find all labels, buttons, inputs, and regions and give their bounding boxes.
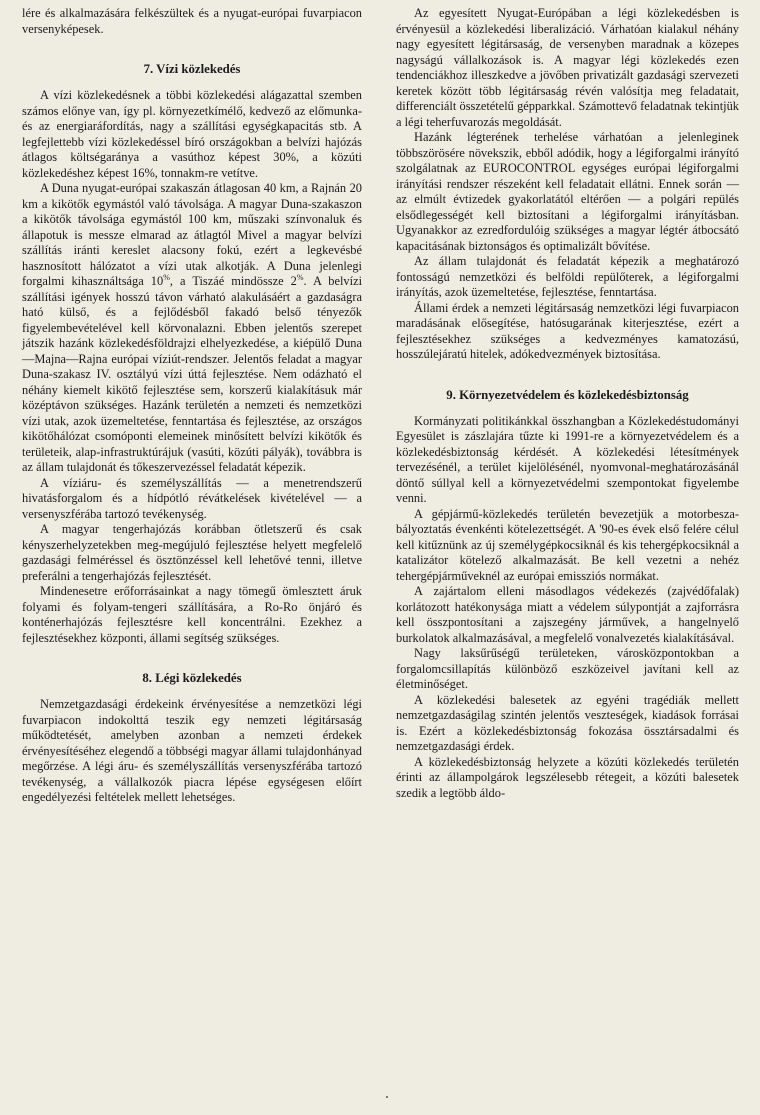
- section-7-paragraph-2-part-a: A Duna nyugat-európai szakaszán átlagosan 40 km, a Rajnán 20 km a kikötők egymástól való távolsága. A magyar Duna-szakaszon a kikötők távolsága egymástól 100 km, műszaki színvonaluk és állapotuk is messze elmarad az átlagtól Mivel a magyar belvízi szállítás iránti kereslet alacsony fokú, ezért a legkevésbé hasznosított hálózatot a vízi utak alkotják. A Duna jelenlegi forgalmi kihasználtsága 10: [22, 181, 362, 288]
- section-9-heading: 9. Környezetvédelem és közlekedésbiztonság: [446, 387, 689, 402]
- right-column: [396, 6, 739, 801]
- section-9-paragraph-1: Kormányzati politikánkkal összhangban a Közlekedéstudományi Egyesület is zászlajára tűzte ki 1991-re a környezetvédelem és a közlekedésbiztonság kérdését. A közlekedési létesítmények tervezésénél, a terület kijelölésénél, nyomvonal-meghatározásánál döntő súllyal kell a környezetvédelmi szempontokat figyelembe venni.: [396, 413, 739, 505]
- section-7-paragraph-4: A magyar tengerhajózás korábban ötletszerű és csak kényszerhelyzetekben meg-megújuló fejlesztése helyett megfelelő gazdasági felméréssel és ösztönzéssel kell lehetővé tenni, illetve preferálni a tengerhajózás fejlesztését.: [22, 522, 362, 583]
- section-7-paragraph-2: [22, 181, 362, 476]
- section-8-paragraph-5: Állami érdek a nemzeti légitársaság nemzetközi légi fuvarpiacon maradásának elősegítése, hatósugarának kiterjesztése, ezért a fejlesztésekhez szükséges a kedvezményes kamatozású, hosszúlejáratú hitelek, adókedvezmények biztosítása.: [396, 300, 739, 361]
- intro-paragraph: lére és alkalmazására felkészültek és a nyugat-európai fuvarpiacon versenyképesek.: [22, 6, 362, 36]
- section-9-paragraph-6: A közlekedésbiztonság helyzete a közúti közlekedés területén érinti az állampolgárok legszélesebb rétegeit, a közúti balesetek szedik a legtöbb áldo-: [396, 754, 739, 800]
- section-8-paragraph-4: Az állam tulajdonát és feladatát képezik a meghatározó fontosságú nemzetközi és belföldi repülőterek, a légiforgalmi irányítás, azok üzemeltetése, fejlesztése, fenntartása.: [396, 254, 739, 299]
- section-7-paragraph-1: A vízi közlekedésnek a többi közlekedési alágazattal szemben számos előnye van, így pl. környezetkímélő, kedvező az előmunka- és az energiaráfordítás, nagy a szállítási egységkapacitás stb. A legfejlettebb vízi közlekedéssel bíró országokban a belvízi hajózás átlagos költségaránya a vasúthoz képest 30%, a közúti közlekedéshez képest 16%, tonnakm-re vetítve.: [22, 88, 362, 180]
- section-7-heading: 7. Vízi közlekedés: [143, 62, 241, 76]
- section-7-paragraph-2-part-b: , a Tiszáé mindössze 2: [169, 274, 297, 288]
- section-8-paragraph-1: Nemzetgazdasági érdekeink érvényesítése a nemzetközi légi fuvarpiacon indokolttá teszik egy nemzeti légitársaság működtetését, amelyben azonban a nemzeti érdekek érvényesítéséhez elegendő a többségi magyar állami tulajdonhányad megőrzése. A légi áru- és személyszállítás versenyszférába tartozó tevékenység, a vállalkozók piacra lépése egységesen előírt engedélyezési feltételek mellett lehetséges.: [22, 697, 362, 804]
- section-8-heading: 8. Légi közlekedés: [142, 671, 242, 685]
- section-9-paragraph-5: A közlekedési balesetek az egyéni tragédiák mellett nemzetgazdaságilag szintén jelentős veszteségek, kiadások forrásai is. Ezért a közlekedésbiztonság fokozása össztársadalmi és nemzetgazdasági érdek.: [396, 692, 739, 753]
- section-9-paragraph-4: Nagy laksűrűségű területeken, városközpontokban a forgalomcsillapítás különböző eszközeivel javítani kell az életminőséget.: [396, 646, 739, 691]
- section-7-paragraph-5: Mindenesetre erőforrásainkat a nagy tömegű ömlesztett áruk folyami és folyam-tengeri szállítására, a Ro-Ro önjáró és konténerhajózás fejlesztésre kell koncentrálni. Ezekhez a fejlesztésekhez központi, állami segítség szükséges.: [22, 584, 362, 645]
- section-7-paragraph-2-part-c: . A belvízi szállítási igények hosszú távon várható alakulásáért a gazdaságra ható külső, és a fejlődésből fakadó belső tényezők figyelembevételével kell körvonalazni. Ebben jelentős szerepet játszik hazánk közlekedésföldrajzi elhelyezkedése, a kiépülő Duna—Majna—Rajna európai víziút-rendszer. Jelentős feladat a magyar Duna-szakasz IV. osztályú vízi úttá fejlesztése. Nem odázható el néhány kiemelt kikötő fejlesztése sem, korszerű kialakításuk már középtávon szükséges. Hazánk területén a nemzeti és nemzetközi vízi utak, azok üzemeltetése, fenntartása és fejlesztése, az országos kikötőhálózat csomóponti elemeinek minősített belvízi kikötők és területeik, alap-infrastruktúrájuk (vasúti, közúti pályák), továbbra is az állam tulajdonát és tőkeszervezéssel feladatát képezik.: [22, 274, 363, 474]
- section-8-paragraph-2: Az egyesített Nyugat-Európában a légi közlekedésben is érvényesül a közlekedési liberalizáció. Várhatóan kialakul néhány nagy egyesített légitársaság, de versenyben maradnak a közepes nagyságú vállalkozások is. A magyar légi közlekedés ezen tendenciákhoz illeszkedve a jövőben privatizált gazdasági szervezeti keretek között több légitársaság révén valósítja meg feladatait, differenciált összetételű gépparkkal. Számottevő feladatnak tekintjük a légi teherfuvarozás megoldását.: [396, 6, 739, 129]
- percent-superscript-2: %: [296, 272, 304, 282]
- percent-superscript-1: %: [163, 272, 170, 282]
- left-column: [22, 6, 362, 806]
- section-7-paragraph-3: A víziáru- és személyszállítás — a menetrendszerű hivatásforgalom és a hídpótló révátkelések kivételével — a versenyszférába tartozó tevékenység.: [22, 475, 362, 521]
- section-8-paragraph-3: Hazánk légterének terhelése várhatóan a jelenleginek többszörösére növekszik, ebből adódik, hogy a légiforgalmi irányító szolgálatnak az EUROCONTROL egységes európai légiforgalmi irányítási rendszer részeként kell feladatait ellátni. Ennek során — az elmúlt évtizedek gyakorlatától eltérően — a polgári repülés elsődlegességét kell biztosítani a légiforgalmi irányításban. Ugyanakkor az ezredfordulóig szükséges a magyar légtér átbocsátó kapacitásának biztonságos és optimalizált bővítése.: [396, 130, 739, 253]
- section-9-paragraph-2: A gépjármű-közlekedés területén bevezetjük a motorbeszabályoztatás évenkénti kötelezettségét. A '90-es évek első felére célul kell kitűznünk az új személygépkocsiknál és kis tehergépkocsiknál a katalizátor kötelező alkalmazását. Be kell vezetni a nehéz tehergépjárműveknél az európai emissziós normákat.: [396, 506, 739, 583]
- section-9-paragraph-3: A zajártalom elleni másodlagos védekezés (zajvédőfalak) korlátozott hatékonysága miatt a védelem súlypontját a zajforrásra kell összpontosítani a zajszegény járművek, a hangelnyelő burkolatok alkalmazásával, a megfelelő vonalvezetés kialakításával.: [396, 584, 739, 645]
- page-speck: [386, 1096, 388, 1098]
